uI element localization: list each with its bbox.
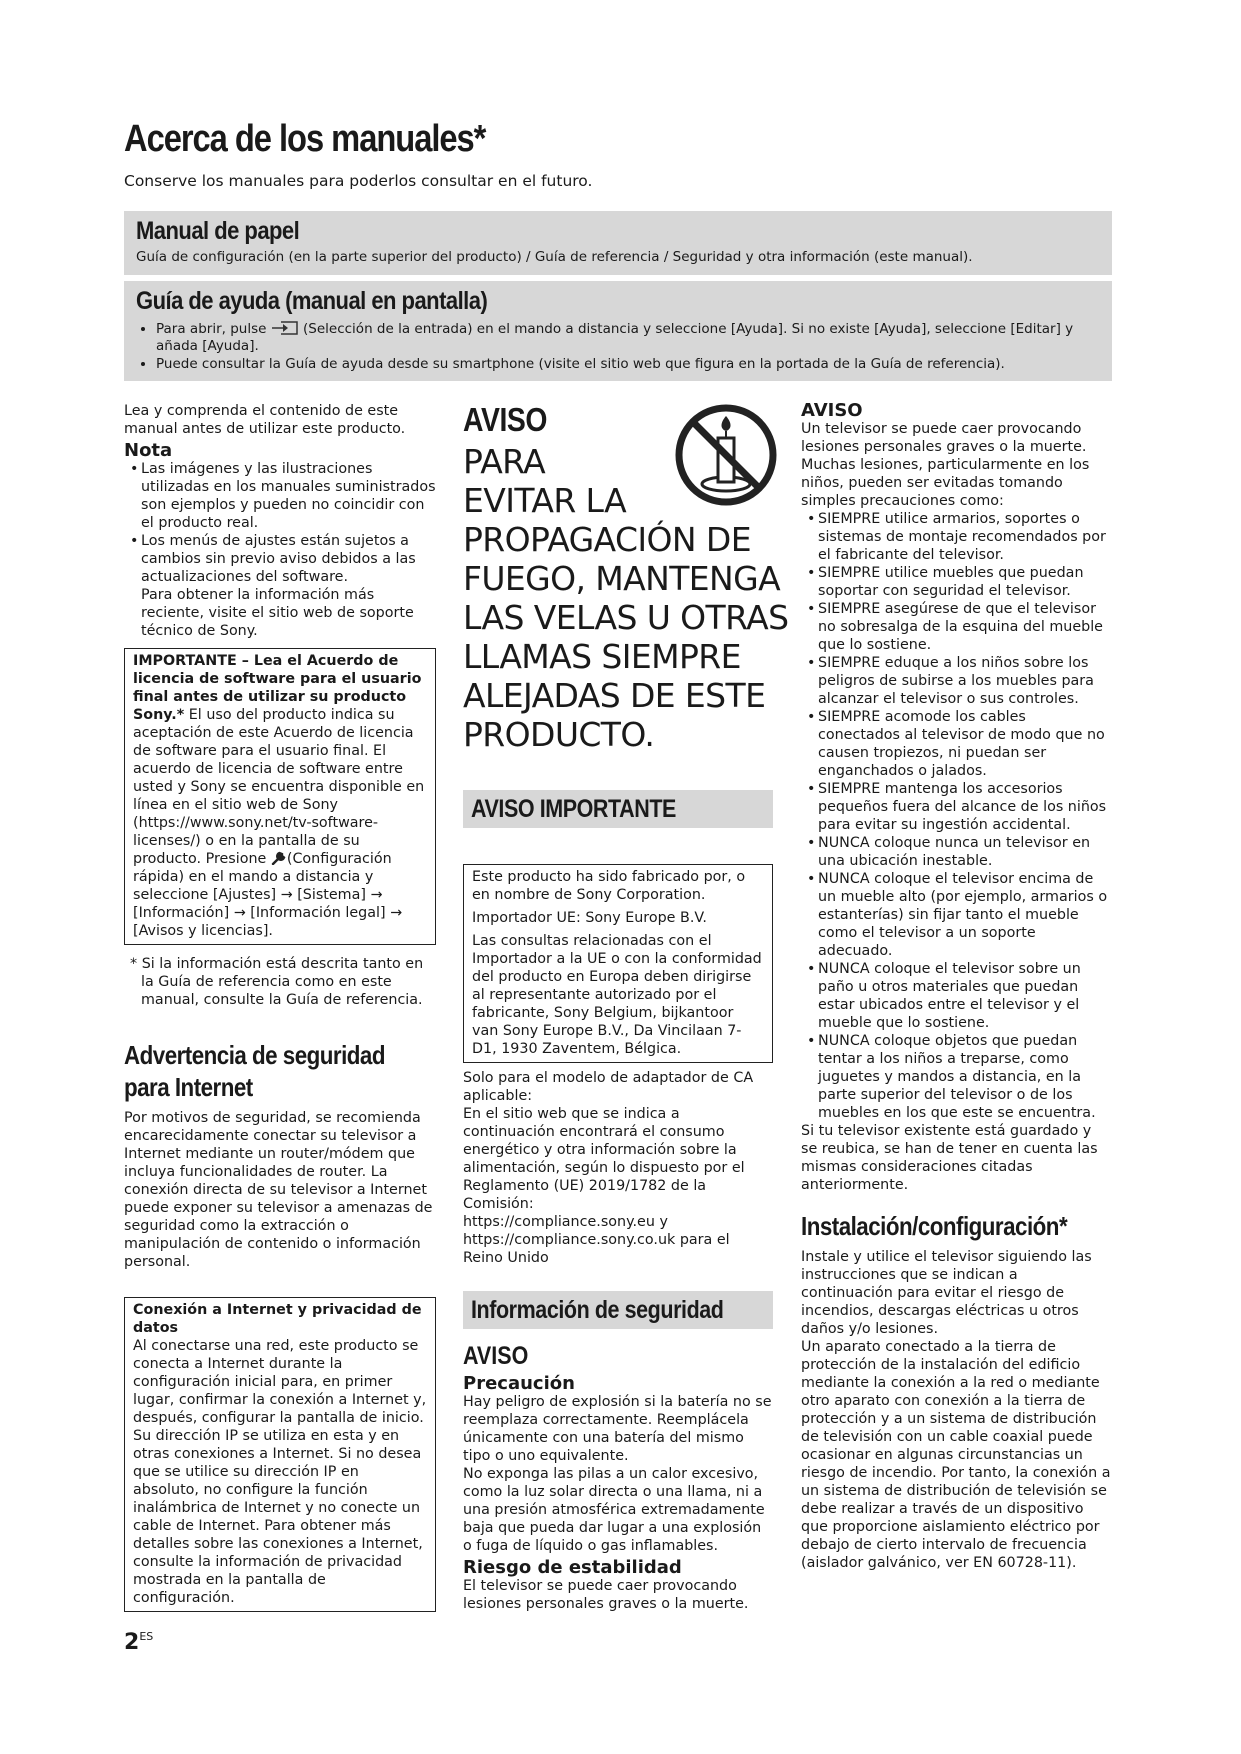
- fire-warning: [463, 401, 789, 754]
- install-title: Instalación/configuración*: [801, 1211, 1068, 1241]
- stability-text: El televisor se puede caer provocando lesiones personales graves o la muerte.: [463, 1578, 749, 1612]
- stability-title: Riesgo de estabilidad: [463, 1557, 682, 1578]
- relocation-text: Si tu televisor existente está guardado y se reubica, se han de tener en cuenta las mismas consideraciones citadas anteriormente.: [801, 1123, 1098, 1193]
- nota-item: • Los menús de ajustes están sujetos a cambios sin previo aviso debidos a las actualizaciones del software.: [124, 532, 436, 586]
- aviso-importante-bar: AVISO IMPORTANTE: [463, 790, 773, 828]
- tip-over-intro: Un televisor se puede caer provocando lesiones personales graves o la muerte.: [801, 421, 1087, 455]
- precaution-item: • NUNCA coloque objetos que puedan tentar a los niños a treparse, como juguetes y mandos a distancia, en la parte superior del televisor o de los muebles en los que este se encuentra.: [801, 1032, 1111, 1122]
- paper-manual-text: Guía de configuración (en la parte superior del producto) / Guía de referencia / Seguridad y otra información (este manual).: [136, 249, 973, 265]
- install-text-2: Un aparato conectado a la tierra de protección de la instalación del edificio mediante la conexión a la red o mediante otro aparato con conexión a la tierra de protección y a un sistema de distribución de televisión con un cable coaxial puede ocasionar en algunas circunstancias un riesgo de incendio. Por tanto, la conexión a un sistema de distribución de televisión se debe realizar a través de un dispositivo que proporcione aislamiento eléctrico por debajo de cierto intervalo de frecuencia (aislador galvánico, ver EN 60728-11).: [801, 1339, 1111, 1571]
- precaution-item: • SIEMPRE mantenga los accesorios pequeños fuera del alcance de los niños para evitar su ingestión accidental.: [801, 780, 1111, 834]
- safety-info-bar: Información de seguridad: [463, 1291, 773, 1329]
- intro-text: Lea y comprenda el contenido de este manual antes de utilizar este producto.: [124, 403, 406, 437]
- precautions-list: [801, 510, 1111, 1122]
- paper-manual-box: [124, 211, 1112, 275]
- importer-text: Importador UE: Sony Europe B.V.: [472, 910, 707, 926]
- help-guide-item: • Puede consultar la Guía de ayuda desde su smartphone (visite el sitio web que figura en la portada de la Guía de referencia).: [156, 356, 1100, 373]
- license-text-2: (Configuración rápida) en el mando a distancia y seleccione [Ajustes] → [Sistema] → [Información] → [Información legal] → [Avisos y licencias].: [133, 851, 403, 939]
- precaution-item: • SIEMPRE eduque a los niños sobre los peligros de subirse a los muebles para alcanzar el televisor o sus controles.: [801, 654, 1111, 708]
- privacy-title: Conexión a Internet y privacidad de datos: [133, 1302, 422, 1336]
- precaution-item: • NUNCA coloque nunca un televisor en una ubicación inestable.: [801, 834, 1111, 870]
- no-candle-icon: [673, 402, 779, 508]
- page-subtitle: Conserve los manuales para poderlos consultar en el futuro.: [124, 172, 593, 190]
- security-title: Advertencia de seguridad para Internet: [124, 1040, 385, 1102]
- precaution-item: • SIEMPRE asegúrese de que el televisor no sobresalga de la esquina del mueble que lo sostiene.: [801, 600, 1111, 654]
- page-title: Acerca de los manuales*: [124, 118, 486, 160]
- help-guide-box: [124, 281, 1112, 381]
- manufacturer-text: Este producto ha sido fabricado por, o en nombre de Sony Corporation.: [472, 869, 746, 903]
- nota-extra: Para obtener la información más reciente, visite el sitio web de soporte técnico de Sony.: [141, 587, 414, 639]
- nota-list: [124, 460, 436, 586]
- column-left: [124, 402, 436, 1612]
- column-middle: [463, 401, 789, 1613]
- precaution-item: • NUNCA coloque el televisor sobre un paño u otros materiales que puedan estar ubicados entre el televisor y el mueble que lo sostiene.: [801, 960, 1111, 1032]
- license-text: El uso del producto indica su aceptación de este Acuerdo de licencia de software para el usuario final. El acuerdo de licencia de software entre usted y Sony se encuentra disponible en línea en el sitio web de Sony (https://www.sony.net/tv-software-licenses/) o en la pantalla de su producto. Presione: [133, 707, 425, 867]
- privacy-box: [124, 1297, 436, 1612]
- precaution-item: • SIEMPRE utilice armarios, soportes o sistemas de montaje recomendados por el fabricante del televisor.: [801, 510, 1111, 564]
- privacy-text: Al conectarse una red, este producto se conecta a Internet durante la configuración inicial para, en primer lugar, confirmar la conexión a Internet y, después, configurar la pantalla de inicio. Su dirección IP se utiliza en esta y en otras conexiones a Internet. Si no desea que se utilice su dirección IP en absoluto, no configure la función inalámbrica de Internet y no conecte un cable de Internet. Para obtener más detalles sobre las conexiones a Internet, consulte la información de privacidad mostrada en la pantalla de configuración.: [133, 1338, 427, 1606]
- precaution-item: • SIEMPRE utilice muebles que puedan soportar con seguridad el televisor.: [801, 564, 1111, 600]
- column-right: [801, 402, 1111, 1572]
- install-text-1: Instale y utilice el televisor siguiendo las instrucciones que se indican a continuación para evitar el riesgo de incendios, descargas eléctricas u otros daños y/o lesiones.: [801, 1249, 1092, 1337]
- adapter-text: En el sitio web que se indica a continuación encontrará el consumo energético y otra información sobre la alimentación, según lo dispuesto por el Reglamento (UE) 2019/1782 de la Comisión:: [463, 1106, 745, 1212]
- license-box: [124, 648, 436, 945]
- footnote: * Si la información está descrita tanto en la Guía de referencia como en este manual, consulte la Guía de referencia.: [130, 956, 424, 1008]
- nota-item: • Las imágenes y las ilustraciones utilizadas en los manuales suministrados son ejemplos y pueden no coincidir con el producto real.: [124, 460, 436, 532]
- precaution-item: • NUNCA coloque el televisor encima de un mueble alto (por ejemplo, armarios o estanterías) sin fijar tanto el mueble como el televisor a un soporte adecuado.: [801, 870, 1111, 960]
- help-guide-item: • Para abrir, pulse (Selección de la entrada) en el mando a distancia y seleccione [Ayuda]. Si no existe [Ayuda], seleccione [Editar] y añada [Ayuda].: [156, 320, 1100, 355]
- precaution-item: • SIEMPRE acomode los cables conectados al televisor de modo que no causen tropiezos, ni puedan ser enganchados o jalados.: [801, 708, 1111, 780]
- tip-over-intro-2: Muchas lesiones, particularmente en los niños, pueden ser evitadas tomando simples precauciones como:: [801, 457, 1090, 509]
- aviso-heading-3: AVISO: [801, 400, 863, 421]
- help-guide-list: [136, 320, 1100, 373]
- paper-manual-title: Manual de papel: [136, 217, 300, 245]
- compliance-urls: https://compliance.sony.eu y https://compliance.sony.co.uk para el Reino Unido: [463, 1214, 730, 1266]
- precaucion-title: Precaución: [463, 1373, 575, 1394]
- precaucion-text-1: Hay peligro de explosión si la batería no se reemplaza correctamente. Reemplácela únicamente con una batería del mismo tipo o uno equivalente.: [463, 1394, 772, 1464]
- aviso-heading: AVISO: [463, 401, 548, 438]
- precaucion-text-2: No exponga las pilas a un calor excesivo, como la luz solar directa o una llama, ni a una presión atmosférica extremadamente baja que pueda dar lugar a una explosión o fuga de líquido o gas inflamables.: [463, 1466, 765, 1554]
- wrench-icon: [271, 850, 287, 865]
- nota-title: Nota: [124, 440, 173, 461]
- fire-warning-text: PARA EVITAR LA PROPAGACIÓN DE FUEGO, MANTENGA LAS VELAS U OTRAS LLAMAS SIEMPRE ALEJADAS DE ESTE PRODUCTO.: [463, 442, 789, 754]
- security-text: Por motivos de seguridad, se recomienda encarecidamente conectar su televisor a Internet mediante un router/módem que incluya funcionalidades de router. La conexión directa de su televisor a Internet puede exponer su televisor a amenazas de seguridad como la extracción o manipulación de contenido o información personal.: [124, 1110, 433, 1270]
- license-bold: IMPORTANTE – Lea el Acuerdo de licencia de software para el usuario final antes de utilizar su producto Sony.*: [133, 653, 422, 723]
- adapter-title: Solo para el modelo de adaptador de CA aplicable:: [463, 1070, 754, 1104]
- help-guide-title: Guía de ayuda (manual en pantalla): [136, 287, 488, 315]
- importer-box: [463, 864, 773, 1063]
- page-number: $2^{ES}$: [124, 1630, 154, 1655]
- aviso-heading-2: AVISO: [463, 1342, 529, 1370]
- input-select-icon: [271, 320, 299, 336]
- inquiries-text: Las consultas relacionadas con el Importador a la UE o con la conformidad del producto en Europa deben dirigirse al representante autorizado por el fabricante, Sony Belgium, bijkantoor van Sony Europe B.V., Da Vincilaan 7-D1, 1930 Zaventem, Bélgica.: [472, 933, 762, 1057]
